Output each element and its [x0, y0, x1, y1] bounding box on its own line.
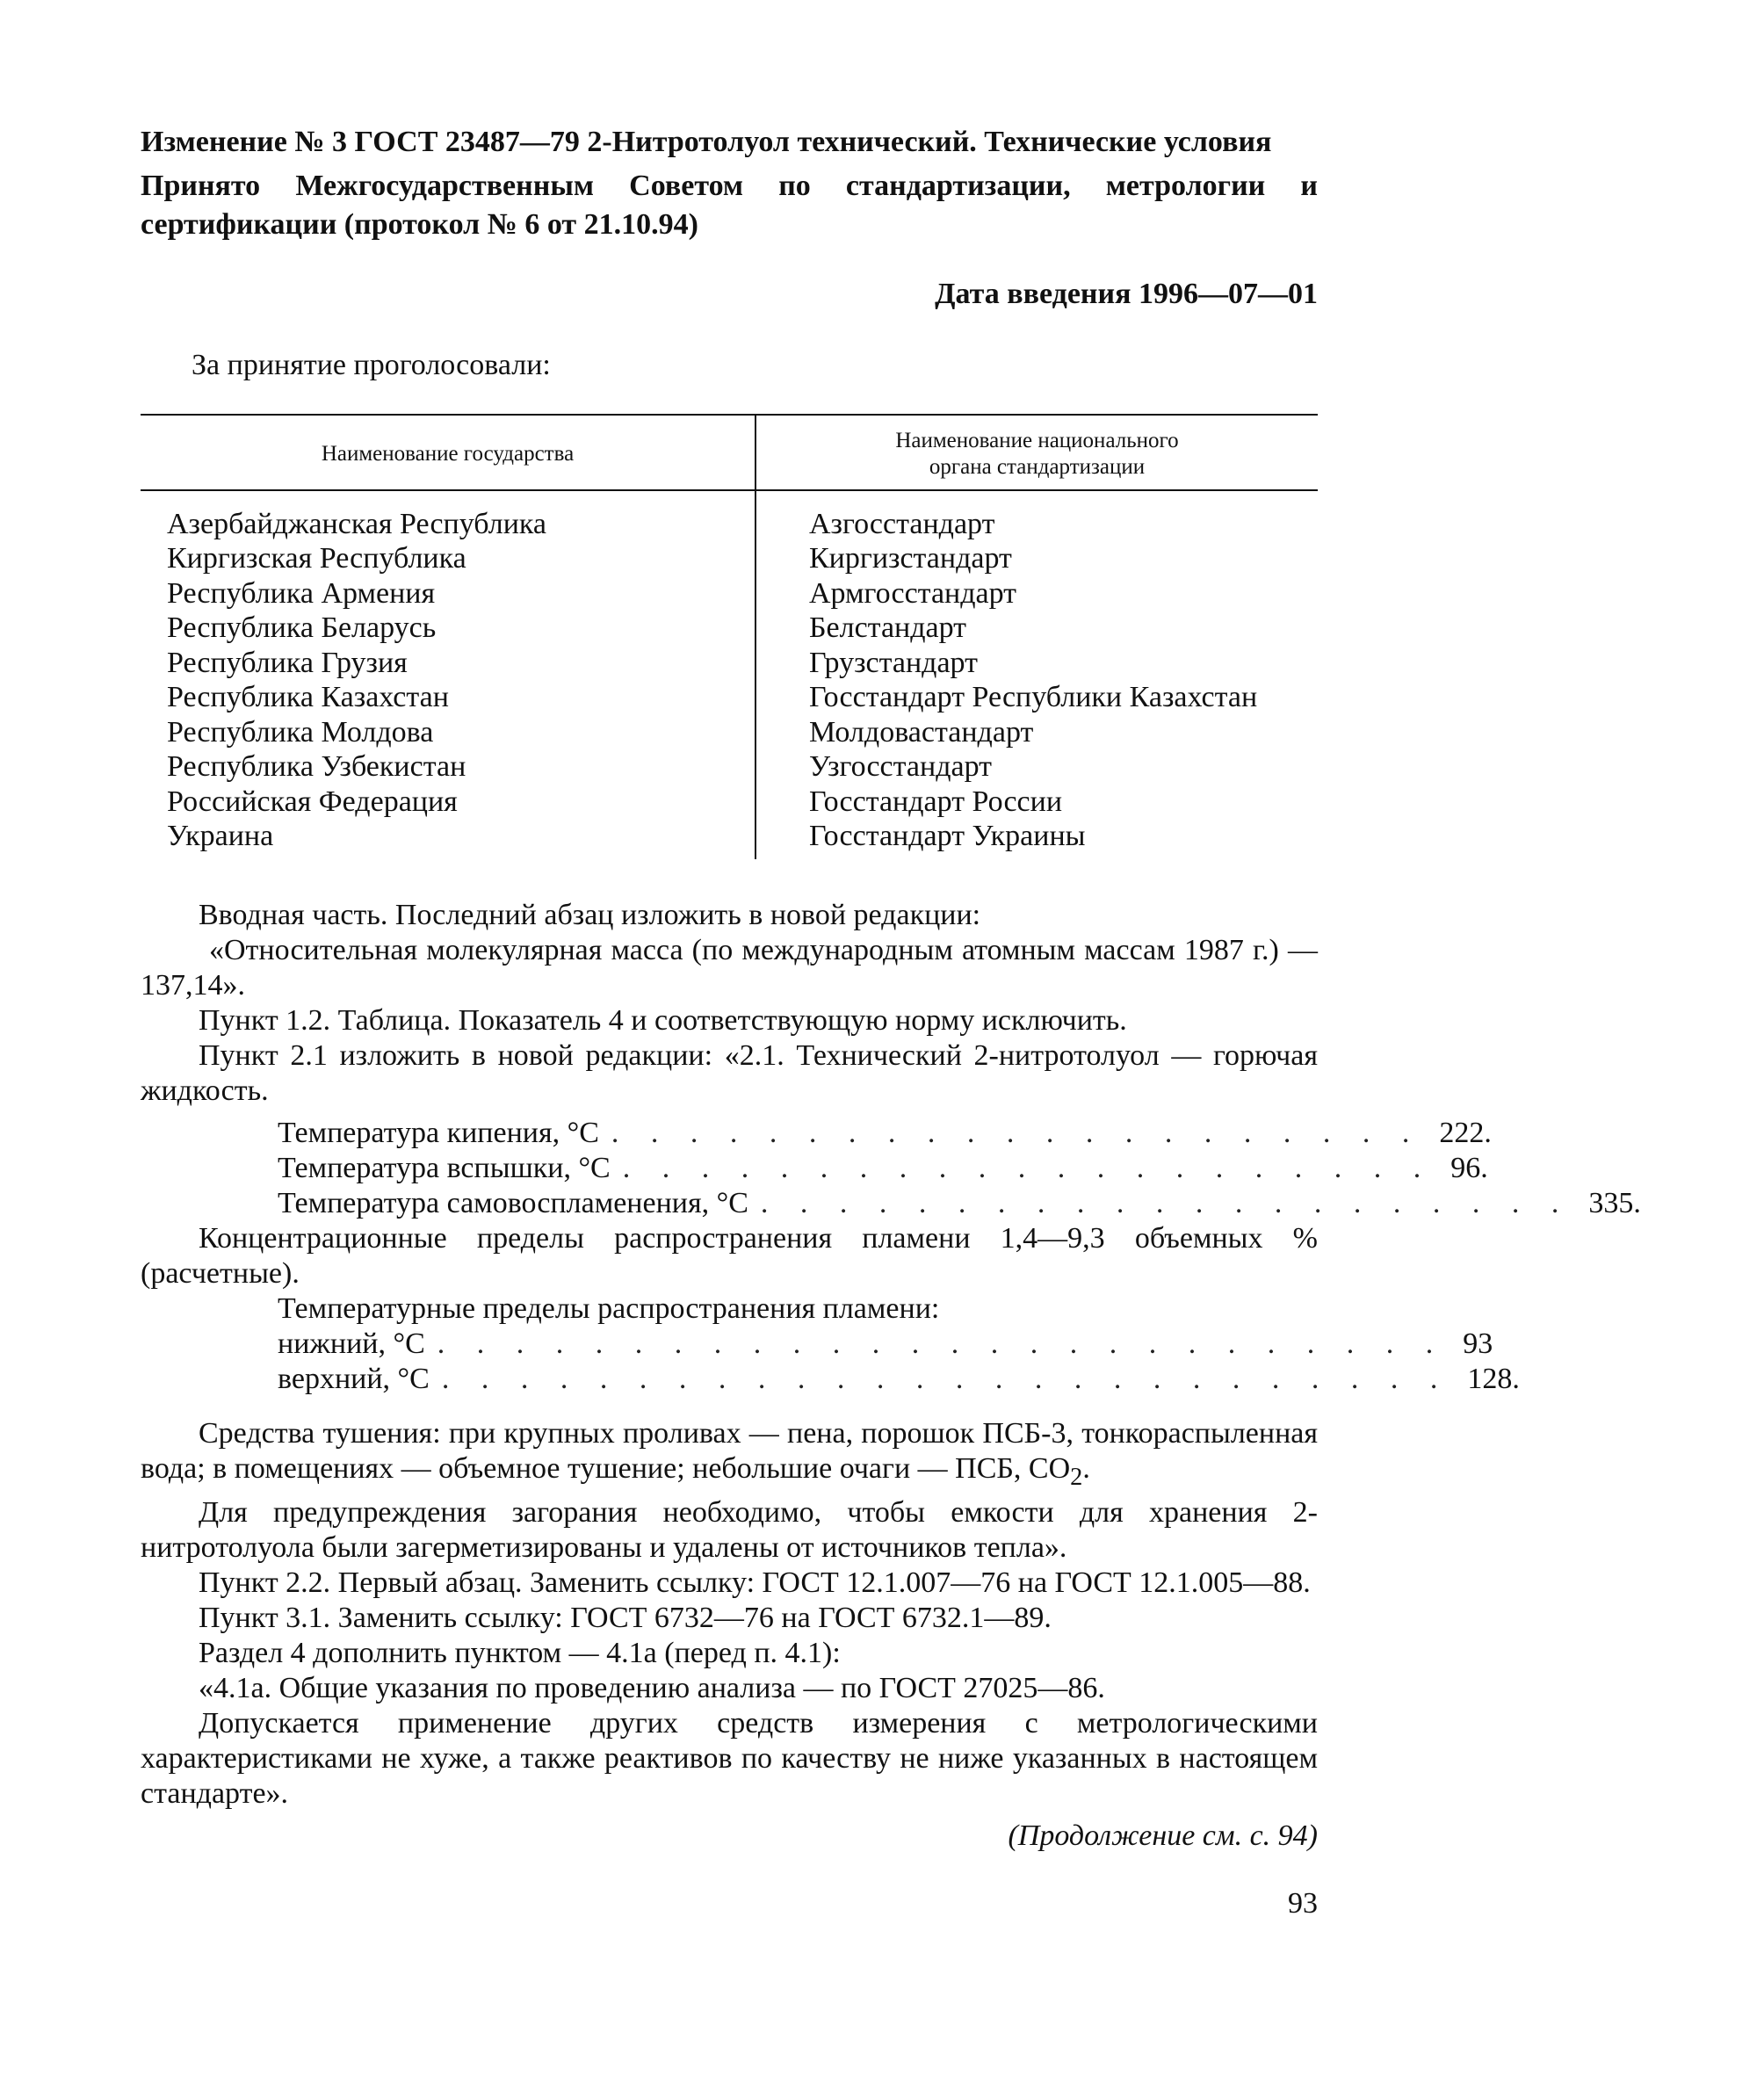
- temp-value: 222.: [1439, 1116, 1492, 1149]
- page-content: [141, 123, 1641, 1854]
- state-name: Республика Армения: [167, 576, 436, 610]
- table-body-row: [141, 490, 1318, 859]
- state-name: Республика Грузия: [167, 646, 408, 679]
- org-name: Грузстандарт: [809, 646, 978, 679]
- org-name: Азгосстандарт: [809, 507, 995, 540]
- amendment-body: [141, 898, 1641, 1854]
- org-name: Армгосстандарт: [809, 576, 1017, 610]
- allowance-paragraph: Допускается применение других средств измерения с метрологическими характеристиками не хуже, а также реактивов по качеству не ниже указанных в настоящем стандарте».: [141, 1706, 1318, 1810]
- state-name: Киргизская Республика: [167, 542, 466, 575]
- leader-dots: . . . . . . . . . . . . . . . . . . . . . . . . . .: [437, 1327, 1446, 1360]
- page-number: 93: [1288, 1887, 1318, 1920]
- col-header-state: Наименование государства: [141, 415, 755, 490]
- clause-2-1: Пункт 2.1 изложить в новой редакции: «2.1. Технический 2-нитротолуол — горючая жидкость.: [141, 1038, 1318, 1107]
- extinguishing-text: Средства тушения: при крупных проливах — пена, порошок ПСБ-3, тонкораспыленная вода; в помещениях — объемное тушение; небольшие очаги — ПСБ, СО: [141, 1416, 1318, 1485]
- voted-intro: За принятие проголосовали:: [192, 348, 551, 381]
- temp-label: Температура самовоспламенения, °С: [278, 1186, 748, 1219]
- intro-paragraph: Вводная часть. Последний абзац изложить в новой редакции:: [199, 898, 981, 931]
- temp-flash-row: [278, 1151, 1488, 1186]
- org-name: Госстандарт Украины: [809, 820, 1086, 853]
- temp-label: Температура вспышки, °С: [278, 1151, 611, 1184]
- limit-upper-row: [278, 1362, 1520, 1397]
- temp-value: 335.: [1588, 1186, 1641, 1219]
- adoption-note: Принято Межгосударственным Советом по стандартизации, метрологии и сертификации (протокол № 6 от 21.10.94): [141, 170, 1318, 242]
- org-name: Госстандарт России: [809, 785, 1063, 818]
- temp-label: Температура кипения, °С: [278, 1116, 599, 1149]
- temp-boiling-row: [278, 1116, 1492, 1151]
- org-name: Госстандарт Республики Казахстан: [809, 681, 1258, 714]
- clause-1-2: Пункт 1.2. Таблица. Показатель 4 и соответствующую норму исключить.: [199, 1003, 1127, 1037]
- limit-lower-row: [278, 1327, 1493, 1362]
- limit-label: верхний, °С: [278, 1362, 430, 1395]
- clause-3-1: Пункт 3.1. Заменить ссылку: ГОСТ 6732—76 на ГОСТ 6732.1—89.: [199, 1601, 1052, 1634]
- org-column: [755, 490, 1318, 859]
- org-name: Белстандарт: [809, 611, 967, 645]
- temp-value: 96.: [1450, 1151, 1488, 1184]
- leader-dots: . . . . . . . . . . . . . . . . . . . . . . . . . .: [441, 1362, 1450, 1395]
- table-header-row: [141, 415, 1318, 490]
- col-header-org: [755, 415, 1318, 490]
- leader-dots: . . . . . . . . . . . . . . . . . . . . .: [760, 1186, 1572, 1219]
- temperature-limits-title: Температурные пределы распространения пламени:: [278, 1291, 940, 1325]
- temp-autoignition-row: [278, 1186, 1641, 1221]
- extinguishing-means: [141, 1416, 1318, 1495]
- state-name: Республика Казахстан: [167, 681, 449, 714]
- org-name: Киргизстандарт: [809, 542, 1012, 575]
- concentration-limits: Концентрационные пределы распространения пламени 1,4—9,3 объемных % (расчетные).: [141, 1221, 1318, 1290]
- limit-value: 128.: [1467, 1362, 1520, 1395]
- org-name: Узгосстандарт: [809, 750, 993, 784]
- leader-dots: . . . . . . . . . . . . . . . . . . . . .: [622, 1151, 1434, 1184]
- state-column: [141, 490, 755, 859]
- continued-note: (Продолжение см. с. 94): [1008, 1819, 1318, 1852]
- state-name: Азербайджанская Республика: [167, 507, 547, 540]
- state-name: Украина: [167, 820, 274, 853]
- leader-dots: . . . . . . . . . . . . . . . . . . . . .: [611, 1116, 1422, 1149]
- extinguishing-end: .: [1082, 1451, 1090, 1485]
- org-name: Молдовастандарт: [809, 715, 1034, 749]
- state-name: Республика Молдова: [167, 715, 434, 749]
- amendment-title: Изменение № 3 ГОСТ 23487—79 2-Нитротолуол технический. Технические условия: [141, 126, 1272, 158]
- state-name: Республика Узбекистан: [167, 750, 466, 784]
- effective-date: Дата введения 1996—07—01: [935, 277, 1318, 310]
- prevention-paragraph: Для предупреждения загорания необходимо, чтобы емкости для хранения 2-нитротолуола были загерметизированы и удалены от источников тепла».: [141, 1495, 1318, 1564]
- clause-4-1a: «4.1а. Общие указания по проведению анализа — по ГОСТ 27025—86.: [199, 1671, 1105, 1704]
- molecular-mass-paragraph: «Относительная молекулярная масса (по международным атомным массам 1987 г.) — 137,14».: [141, 933, 1318, 1002]
- state-name: Республика Беларусь: [167, 611, 437, 645]
- clause-2-2: Пункт 2.2. Первый абзац. Заменить ссылку: ГОСТ 12.1.007—76 на ГОСТ 12.1.005—88.: [199, 1566, 1311, 1599]
- limit-label: нижний, °С: [278, 1327, 425, 1360]
- co2-subscript: 2: [1070, 1463, 1083, 1491]
- voting-table: [141, 414, 1318, 859]
- col-header-org-text: Наименование национального органа стандартизации: [895, 428, 1179, 479]
- section-4-addition: Раздел 4 дополнить пунктом — 4.1а (перед п. 4.1):: [199, 1636, 841, 1669]
- state-name: Российская Федерация: [167, 785, 458, 818]
- limit-value: 93: [1463, 1327, 1493, 1360]
